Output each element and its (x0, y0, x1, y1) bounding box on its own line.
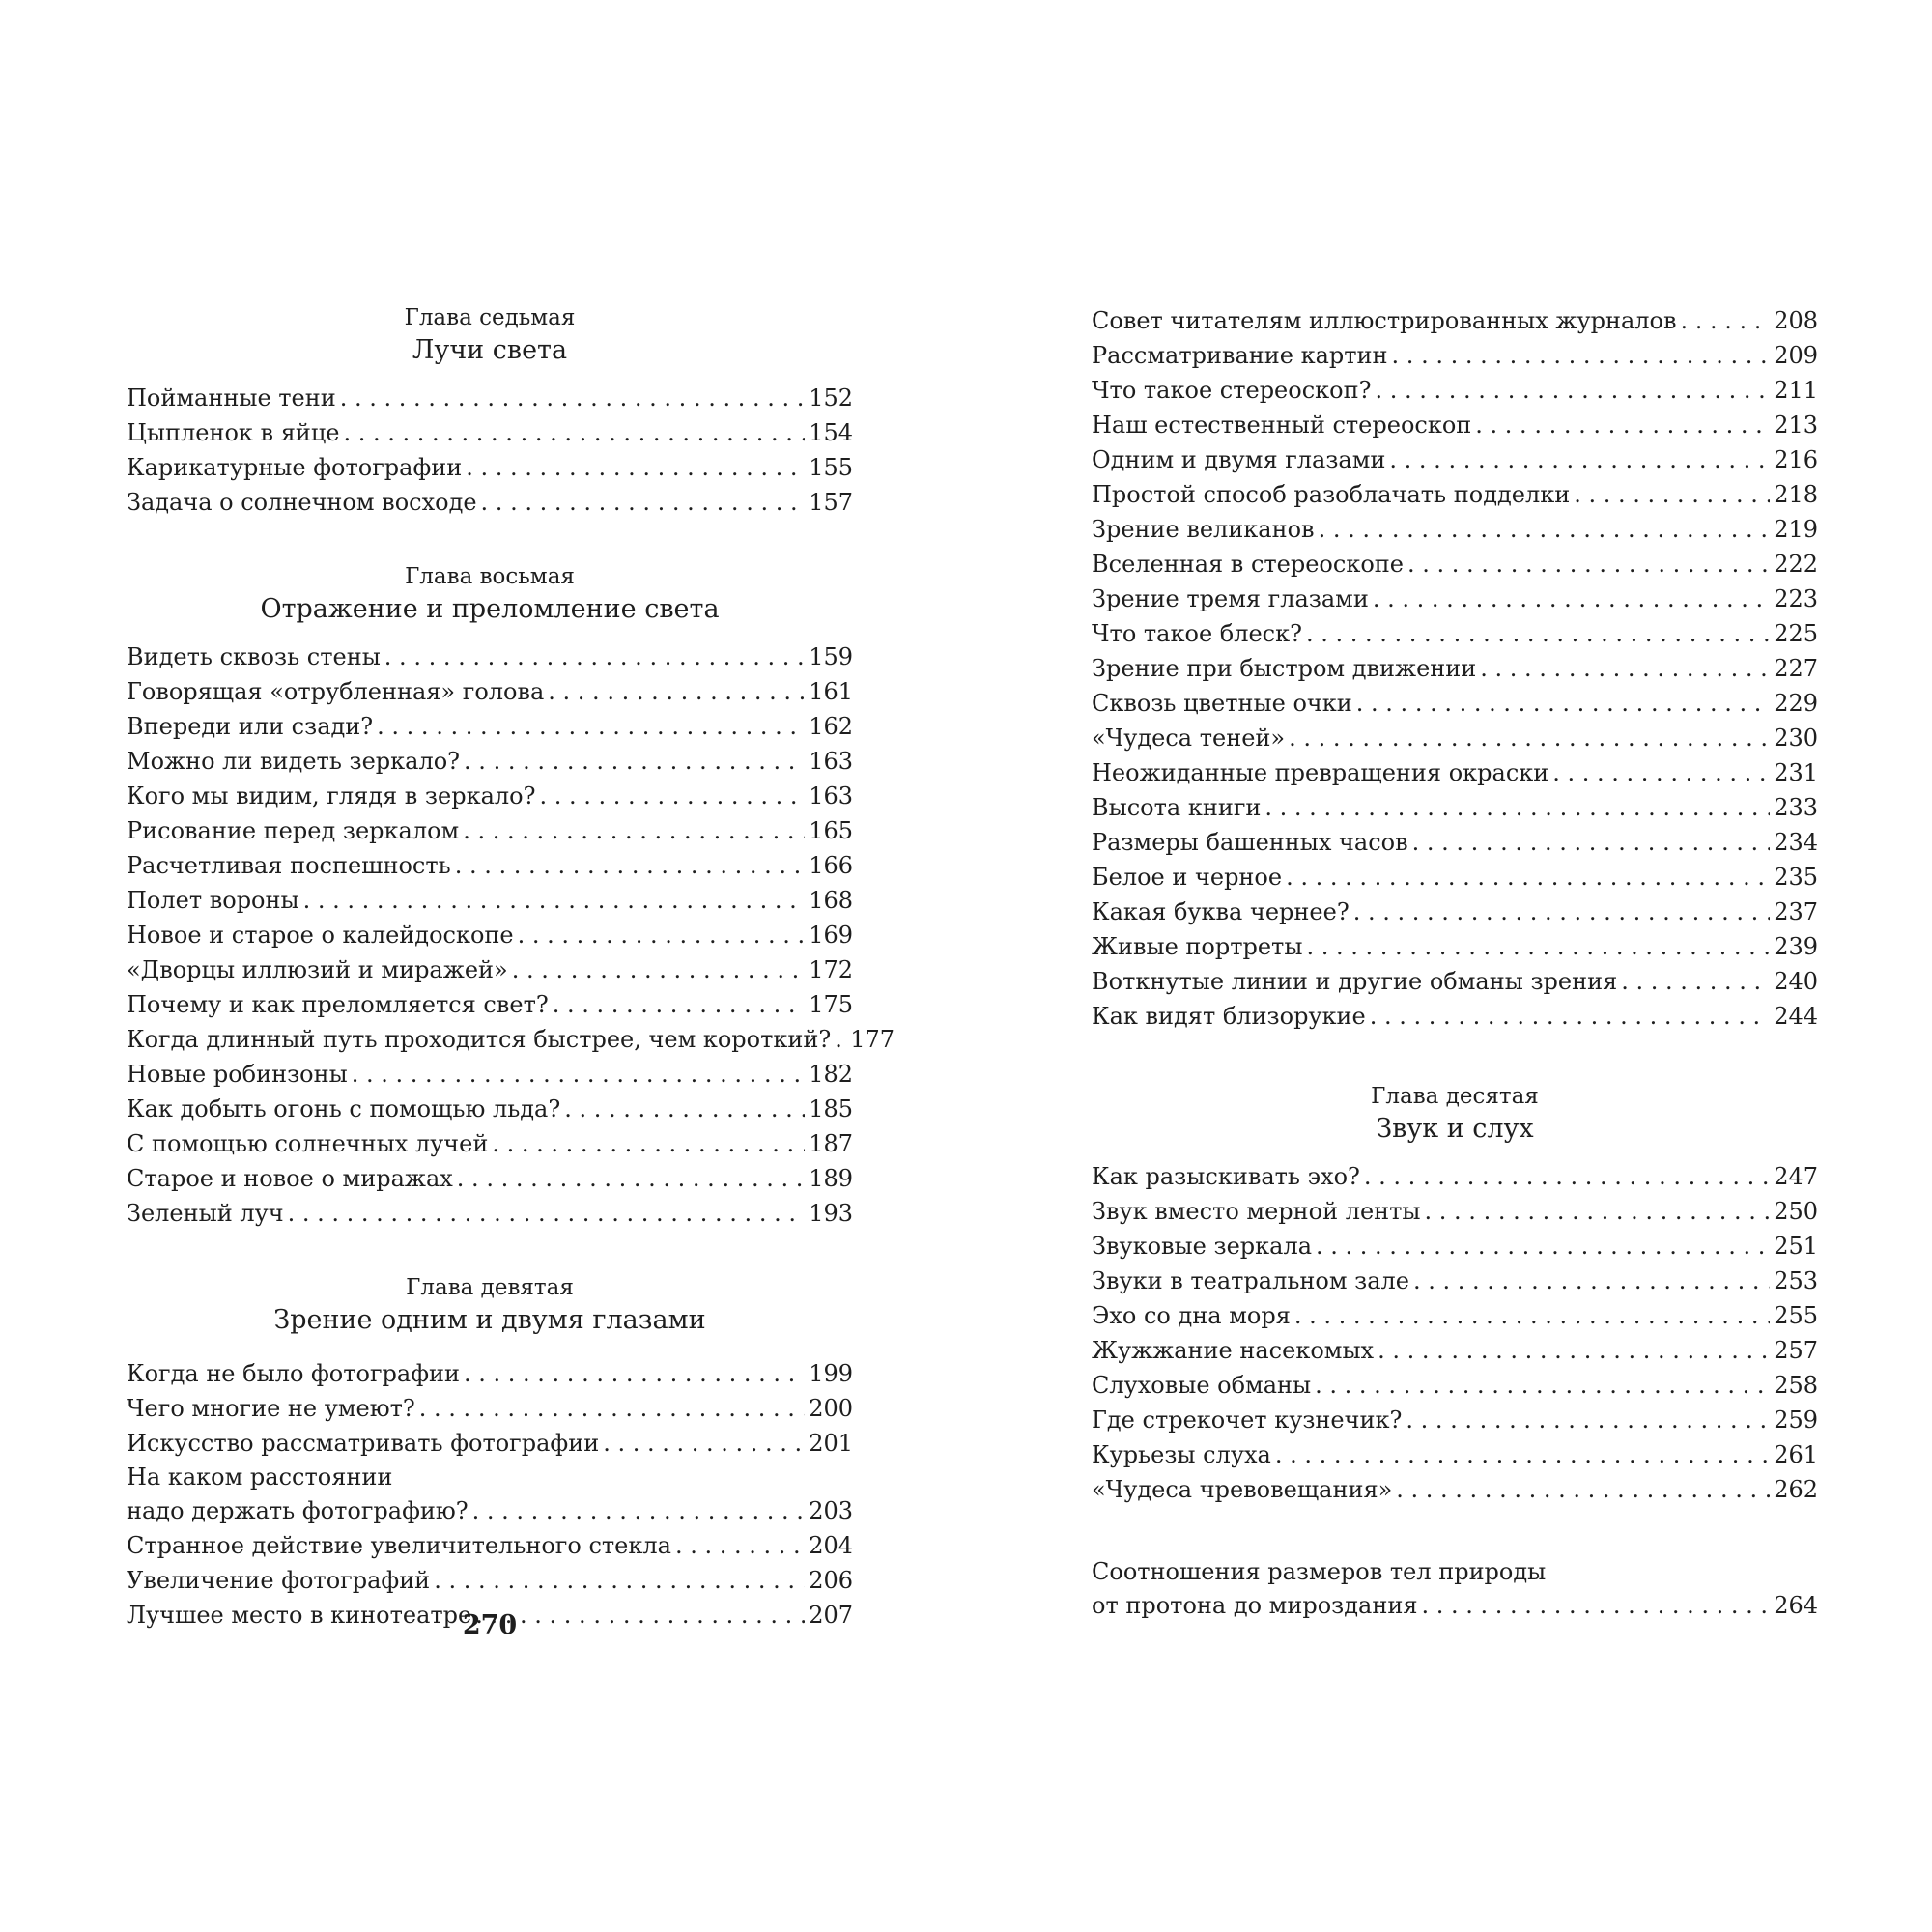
toc-entry-title: Курьезы слуха (1092, 1441, 1271, 1468)
toc-entry (1092, 1229, 1818, 1264)
dot-leader (1364, 1159, 1770, 1194)
chapter10-entries (1092, 1159, 1818, 1507)
toc-entry-page: 185 (809, 1095, 853, 1122)
dot-leader (1353, 895, 1771, 929)
toc-entry-title: Говорящая «отрубленная» голова (127, 678, 545, 705)
dot-leader (1378, 1333, 1770, 1368)
toc-entry (1092, 1298, 1818, 1333)
dot-leader (1412, 825, 1771, 860)
toc-entry-page: 209 (1774, 342, 1818, 369)
toc-entry-page: 223 (1774, 585, 1818, 612)
toc-entry-page: 207 (809, 1602, 853, 1629)
toc-entry-page: 253 (1774, 1267, 1818, 1294)
dot-leader (457, 1161, 805, 1196)
toc-entry (127, 639, 853, 674)
dot-leader (434, 1563, 805, 1598)
dot-leader (1407, 547, 1770, 582)
toc-entry-page: 208 (1774, 307, 1818, 334)
toc-entry (1092, 651, 1818, 686)
dot-leader (1306, 929, 1770, 964)
toc-entry-page: 161 (809, 678, 853, 705)
toc-entry-title: Зрение тремя глазами (1092, 585, 1369, 612)
toc-entry-page: 199 (809, 1360, 853, 1387)
toc-entry-title: Карикатурные фотографии (127, 454, 463, 481)
toc-entry-title: Наш естественный стереоскоп (1092, 412, 1472, 439)
toc-entry-title: от протона до мироздания (1092, 1592, 1418, 1619)
toc-entry-title: Звуки в театральном зале (1092, 1267, 1409, 1294)
toc-entry-page: 193 (809, 1200, 853, 1227)
chapter7-entries (127, 381, 853, 520)
dot-leader (1373, 582, 1770, 616)
toc-entry-page: 166 (809, 852, 853, 879)
dot-leader (464, 1356, 805, 1391)
toc-entry (127, 1161, 853, 1196)
toc-entry-page: 168 (809, 887, 853, 914)
toc-entry-title: Рассматривание картин (1092, 342, 1388, 369)
dot-leader (1413, 1264, 1770, 1298)
toc-entry-page: 234 (1774, 829, 1818, 856)
toc-entry-page: 200 (809, 1395, 853, 1422)
toc-entry (127, 485, 853, 520)
toc-entry-title: Жужжание насекомых (1092, 1337, 1375, 1364)
toc-entry (1092, 755, 1818, 790)
toc-entry (127, 1356, 853, 1391)
dot-leader (1315, 1368, 1770, 1403)
toc-entry-page: 251 (1774, 1233, 1818, 1260)
dot-leader (340, 381, 805, 415)
toc-entry-page: 204 (809, 1532, 853, 1559)
dot-leader (1319, 512, 1771, 547)
dot-leader (1480, 651, 1770, 686)
toc-entry-title: «Чудеса теней» (1092, 724, 1286, 752)
toc-entry-page: 219 (1774, 516, 1818, 543)
dot-leader (518, 918, 806, 952)
toc-entry (127, 709, 853, 744)
toc-entry (1092, 999, 1818, 1034)
toc-entry-page: 233 (1774, 794, 1818, 821)
toc-entry-title: Задача о солнечном восходе (127, 489, 477, 516)
toc-entry (127, 1022, 895, 1057)
toc-entry-title: Звуковые зеркала (1092, 1233, 1312, 1260)
dot-leader (343, 415, 805, 450)
toc-entry-page: 240 (1774, 968, 1818, 995)
dot-leader (1552, 755, 1770, 790)
toc-entry-title-line1: Соотношения размеров тел природы (1092, 1558, 1547, 1585)
toc-entry (127, 952, 853, 987)
toc-entry-title: Слуховые обманы (1092, 1372, 1312, 1399)
chapter-title: Отражение и преломление света (260, 594, 720, 624)
toc-entry-title: Расчетливая поспешность (127, 852, 451, 879)
dot-leader (1574, 477, 1770, 512)
toc-entry-page: 172 (809, 956, 853, 983)
toc-entry-title: Новые робинзоны (127, 1061, 348, 1088)
dot-leader (1370, 999, 1770, 1034)
toc-entry-title: надо держать фотографию? (127, 1497, 469, 1524)
toc-entry-title: Высота книги (1092, 794, 1262, 821)
chapter-title: Зрение одним и двумя глазами (273, 1305, 706, 1335)
dot-leader (463, 813, 805, 848)
toc-entry-page: 231 (1774, 759, 1818, 786)
dot-leader (492, 1126, 805, 1161)
toc-entry-title: Кого мы видим, глядя в зеркало? (127, 782, 536, 810)
dot-leader (1621, 964, 1770, 999)
dot-leader (1275, 1437, 1770, 1472)
dot-leader (1389, 442, 1770, 477)
toc-entry-title: Зеленый луч (127, 1200, 284, 1227)
toc-entry-title: Неожиданные превращения окраски (1092, 759, 1549, 786)
toc-entry (1092, 929, 1818, 964)
toc-entry-title-line1: На каком расстоянии (127, 1463, 393, 1491)
dot-leader (472, 1493, 806, 1528)
toc-entry-page: 216 (1774, 446, 1818, 473)
dot-leader (384, 639, 805, 674)
toc-entry-page: 157 (809, 489, 853, 516)
toc-entry-two-line (127, 1461, 853, 1528)
toc-entry-title: Эхо со дна моря (1092, 1302, 1291, 1329)
toc-entry-page: 261 (1774, 1441, 1818, 1468)
toc-entry (1092, 442, 1818, 477)
toc-entry (1092, 860, 1818, 895)
toc-entry (127, 1493, 853, 1528)
toc-entry-title: Когда не было фотографии (127, 1360, 460, 1387)
toc-entry-title: Лучшее место в кинотеатре (127, 1602, 472, 1629)
chapter-label: Глава девятая (406, 1275, 574, 1300)
toc-entry (127, 813, 853, 848)
dot-leader (1375, 373, 1770, 408)
toc-entry-title: «Дворцы иллюзий и миражей» (127, 956, 508, 983)
toc-entry-title: С помощью солнечных лучей (127, 1130, 489, 1157)
chapter-title: Лучи света (412, 335, 568, 365)
toc-entry (127, 1126, 853, 1161)
page-number: 270 (462, 1610, 518, 1640)
toc-entry (1092, 1368, 1818, 1403)
dot-leader (1475, 408, 1770, 442)
toc-entry-title: «Чудеса чревовещания» (1092, 1476, 1393, 1503)
toc-entry-page: 162 (809, 713, 853, 740)
toc-entry-page: 177 (850, 1026, 895, 1053)
toc-entry (127, 1092, 853, 1126)
chapter-title: Звук и слух (1376, 1114, 1534, 1144)
dot-leader (1294, 1298, 1770, 1333)
chapter9-entries-a (127, 1356, 853, 1461)
toc-entry-title: Впереди или сзади? (127, 713, 374, 740)
toc-entry-page: 225 (1774, 620, 1818, 647)
toc-entry-two-line (1092, 1555, 1818, 1623)
toc-entry-page: 250 (1774, 1198, 1818, 1225)
toc-entry-title: Как добыть огонь с помощью льда? (127, 1095, 561, 1122)
dot-leader (1316, 1229, 1770, 1264)
toc-entry-title: Новое и старое о калейдоскопе (127, 922, 514, 949)
toc-entry-page: 259 (1774, 1406, 1818, 1434)
toc-entry-page: 203 (809, 1497, 853, 1524)
toc-entry-title: Вселенная в стереоскопе (1092, 551, 1404, 578)
dot-leader (512, 952, 805, 987)
dot-leader (1421, 1588, 1770, 1623)
toc-entry-title: Видеть сквозь стены (127, 643, 381, 670)
toc-entry (127, 918, 853, 952)
chapter-label: Глава десятая (1371, 1084, 1539, 1109)
toc-entry-page: 201 (809, 1430, 853, 1457)
toc-entry (127, 674, 853, 709)
toc-entry-title: Какая буква чернее? (1092, 898, 1350, 925)
toc-entry-title: Звук вместо мерной ленты (1092, 1198, 1421, 1225)
toc-entry-title: Зрение при быстром движении (1092, 655, 1477, 682)
toc-entry (1092, 1333, 1818, 1368)
chapter-label: Глава восьмая (405, 564, 575, 589)
toc-entry (1092, 512, 1818, 547)
toc-entry (1092, 1472, 1818, 1507)
dot-leader (1406, 1403, 1770, 1437)
toc-entry-title: Зрение великанов (1092, 516, 1315, 543)
toc-entry-title: Сквозь цветные очки (1092, 690, 1352, 717)
toc-entry (1092, 721, 1818, 755)
toc-entry (127, 381, 853, 415)
dot-leader (564, 1092, 805, 1126)
toc-entry-page: 206 (809, 1567, 853, 1594)
toc-entry (1092, 1403, 1818, 1437)
toc-entry-page: 229 (1774, 690, 1818, 717)
toc-entry-page: 152 (809, 384, 853, 412)
toc-entry-page: 257 (1774, 1337, 1818, 1364)
toc-entry-page: 187 (809, 1130, 853, 1157)
dot-leader (1289, 721, 1770, 755)
toc-entry (127, 987, 853, 1022)
dot-leader (466, 450, 805, 485)
dot-leader (675, 1528, 805, 1563)
toc-entry-page: 218 (1774, 481, 1818, 508)
toc-entry-title: Искусство рассматривать фотографии (127, 1430, 600, 1457)
dot-leader (481, 485, 806, 520)
toc-entry (1092, 338, 1818, 373)
toc-entry-title: Странное действие увеличительного стекла (127, 1532, 671, 1559)
chapter9-continued-entries (1092, 303, 1818, 1034)
toc-entry-title: Старое и новое о миражах (127, 1165, 453, 1192)
dot-leader (553, 987, 805, 1022)
toc-entry-page: 235 (1774, 864, 1818, 891)
toc-entry (1092, 1159, 1818, 1194)
dot-leader (548, 674, 805, 709)
toc-entry (127, 1528, 853, 1563)
dot-leader (377, 709, 805, 744)
toc-entry-title: Совет читателям иллюстрированных журналов (1092, 307, 1677, 334)
toc-entry-title: Чего многие не умеют? (127, 1395, 415, 1422)
toc-entry-title: Цыпленок в яйце (127, 419, 340, 446)
toc-entry-title: Увеличение фотографий (127, 1567, 431, 1594)
toc-entry (127, 1196, 853, 1231)
toc-entry (1092, 790, 1818, 825)
toc-entry-page: 169 (809, 922, 853, 949)
toc-entry-page: 159 (809, 643, 853, 670)
toc-entry (1092, 616, 1818, 651)
toc-entry-title: Когда длинный путь проходится быстрее, чем короткий? (127, 1026, 832, 1053)
chapter-label: Глава седьмая (404, 305, 576, 330)
toc-entry-page: 213 (1774, 412, 1818, 439)
toc-entry (1092, 1264, 1818, 1298)
toc-entry-page: 227 (1774, 655, 1818, 682)
toc-entry-title: Можно ли видеть зеркало? (127, 748, 461, 775)
toc-entry (1092, 477, 1818, 512)
toc-entry-title: Почему и как преломляется свет? (127, 991, 549, 1018)
dot-leader (464, 744, 805, 779)
toc-entry-title: Простой способ разоблачать подделки (1092, 481, 1571, 508)
toc-entry-title: Рисование перед зеркалом (127, 817, 460, 844)
toc-entry (127, 848, 853, 883)
toc-entry-page: 255 (1774, 1302, 1818, 1329)
toc-entry (127, 1057, 853, 1092)
toc-entry-page: 239 (1774, 933, 1818, 960)
toc-entry-page: 247 (1774, 1163, 1818, 1190)
dot-leader (1264, 790, 1770, 825)
toc-entry-title: Что такое стереоскоп? (1092, 377, 1372, 404)
toc-entry-title: Живые портреты (1092, 933, 1303, 960)
toc-entry-page: 163 (809, 748, 853, 775)
toc-entry (1092, 408, 1818, 442)
toc-entry (127, 1426, 853, 1461)
toc-entry-page: 165 (809, 817, 853, 844)
toc-entry-title: Где стрекочет кузнечик? (1092, 1406, 1403, 1434)
toc-entry-title: Полет вороны (127, 887, 299, 914)
chapter8-entries (127, 639, 895, 1231)
toc-entry-page: 182 (809, 1061, 853, 1088)
toc-entry-title: Воткнутые линии и другие обманы зрения (1092, 968, 1618, 995)
toc-entry-page: 258 (1774, 1372, 1818, 1399)
toc-entry-page: 189 (809, 1165, 853, 1192)
toc-entry-page: 264 (1774, 1592, 1818, 1619)
toc-entry (1092, 1437, 1818, 1472)
toc-entry-page: 154 (809, 419, 853, 446)
toc-entry (1092, 1194, 1818, 1229)
toc-entry (127, 1563, 853, 1598)
toc-entry (1092, 547, 1818, 582)
dot-leader (455, 848, 805, 883)
toc-entry-title: Как видят близорукие (1092, 1003, 1366, 1030)
dot-leader (1396, 1472, 1770, 1507)
toc-entry-page: 230 (1774, 724, 1818, 752)
dot-leader (539, 779, 805, 813)
toc-entry-title: Размеры башенных часов (1092, 829, 1408, 856)
toc-entry-page: 211 (1774, 377, 1818, 404)
toc-entry-page: 237 (1774, 898, 1818, 925)
toc-entry (1092, 303, 1818, 338)
toc-entry (1092, 373, 1818, 408)
toc-entry (127, 744, 853, 779)
toc-entry-title: Как разыскивать эхо? (1092, 1163, 1360, 1190)
toc-entry (1092, 895, 1818, 929)
toc-entry-page: 175 (809, 991, 853, 1018)
toc-entry-title: Одним и двумя глазами (1092, 446, 1386, 473)
dot-leader (352, 1057, 805, 1092)
toc-entry (1092, 825, 1818, 860)
toc-entry-title: Белое и черное (1092, 864, 1283, 891)
dot-leader (1286, 860, 1770, 895)
toc-entry-page: 163 (809, 782, 853, 810)
dot-leader (835, 1022, 846, 1057)
toc-entry-page: 222 (1774, 551, 1818, 578)
right-toc-column (1092, 303, 1818, 1623)
toc-entry (1092, 582, 1818, 616)
toc-entry (1092, 686, 1818, 721)
dot-leader (1680, 303, 1770, 338)
toc-entry-page: 244 (1774, 1003, 1818, 1030)
dot-leader (1356, 686, 1770, 721)
toc-entry (1092, 964, 1818, 999)
toc-entry (127, 415, 853, 450)
dot-leader (1306, 616, 1770, 651)
dot-leader (419, 1391, 805, 1426)
dot-leader (1425, 1194, 1771, 1229)
left-toc-column (127, 303, 895, 1633)
toc-entry-page: 262 (1774, 1476, 1818, 1503)
toc-entry-title: Что такое блеск? (1092, 620, 1302, 647)
toc-entry (127, 779, 853, 813)
dot-leader (288, 1196, 806, 1231)
dot-leader (303, 883, 806, 918)
toc-entry (127, 1391, 853, 1426)
dot-leader (1392, 338, 1771, 373)
toc-entry-title: Пойманные тени (127, 384, 336, 412)
dot-leader (603, 1426, 805, 1461)
toc-entry-page: 155 (809, 454, 853, 481)
toc-entry (127, 883, 853, 918)
toc-entry (1092, 1588, 1818, 1623)
toc-entry (127, 450, 853, 485)
